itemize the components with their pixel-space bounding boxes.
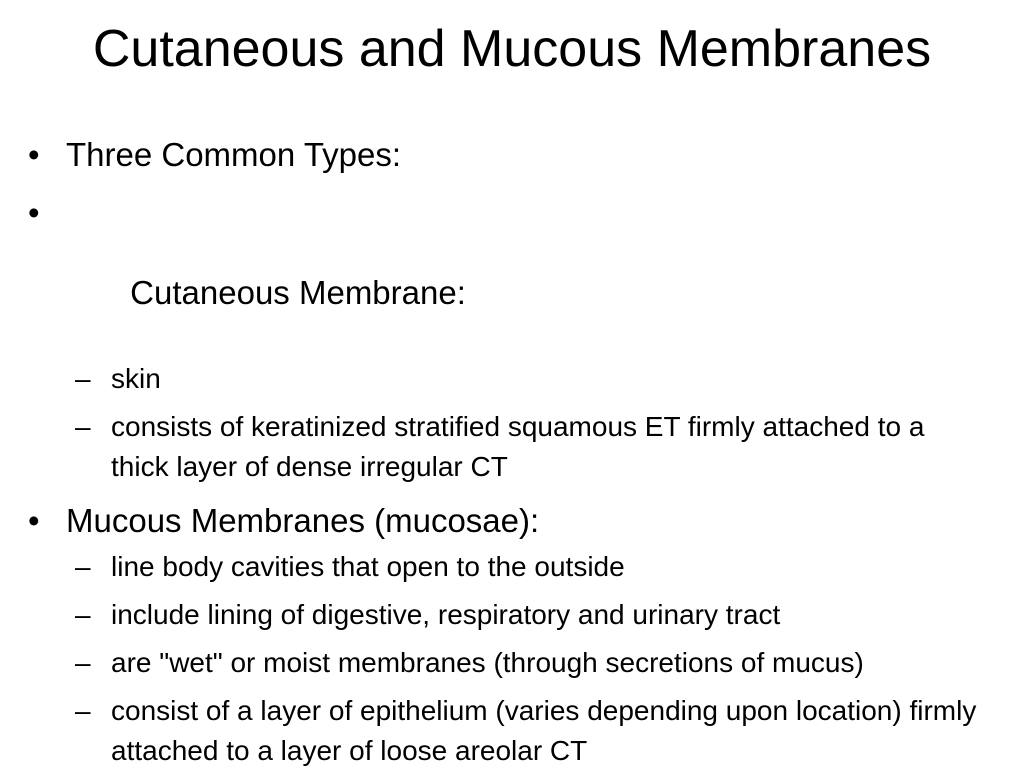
sub-bullet-dash: – (75, 695, 91, 726)
bullet-item (28, 501, 988, 541)
sub-bullet-dash: – (75, 411, 91, 442)
sub-bullet-text: consists of keratinized stratified squamous ET firmly attached to a thick layer of dense irregular CT (111, 411, 925, 482)
bullet-dot: • (28, 136, 40, 173)
sub-bullet-dash: – (75, 363, 91, 394)
bullet-item (28, 135, 988, 175)
slide-title: Cutaneous and Mucous Membranes (92, 20, 932, 78)
sub-bullet-dash: – (75, 599, 91, 630)
sub-bullet-dash: – (75, 647, 91, 678)
sub-bullet-item (28, 547, 988, 587)
bullet-text: Three Common Types: (66, 136, 402, 173)
bullet-text: Mucous Membranes (mucosae): (66, 502, 540, 539)
sub-bullet-item (28, 595, 988, 635)
sub-bullet-text: consist of a layer of epithelium (varies depending upon location) firmly attached to a layer of loose areolar CT (111, 695, 977, 766)
bullet-item (28, 193, 988, 353)
sub-bullet-item (28, 359, 988, 399)
slide-content (28, 135, 988, 771)
sub-bullet-item (28, 643, 988, 683)
sub-bullet-dash: – (75, 551, 91, 582)
sub-bullet-text: include lining of digestive, respiratory and urinary tract (111, 599, 781, 630)
bullet-dot: • (28, 194, 40, 231)
sub-bullet-text: are "wet" or moist membranes (through secretions of mucus) (111, 647, 864, 678)
sub-bullet-item (28, 691, 988, 771)
sub-bullet-text: line body cavities that open to the outside (111, 551, 625, 582)
bullet-text: Cutaneous Membrane: (121, 274, 466, 311)
sub-bullet-item (28, 407, 988, 487)
bullet-dot: • (28, 502, 40, 539)
sub-bullet-text: skin (111, 363, 161, 394)
